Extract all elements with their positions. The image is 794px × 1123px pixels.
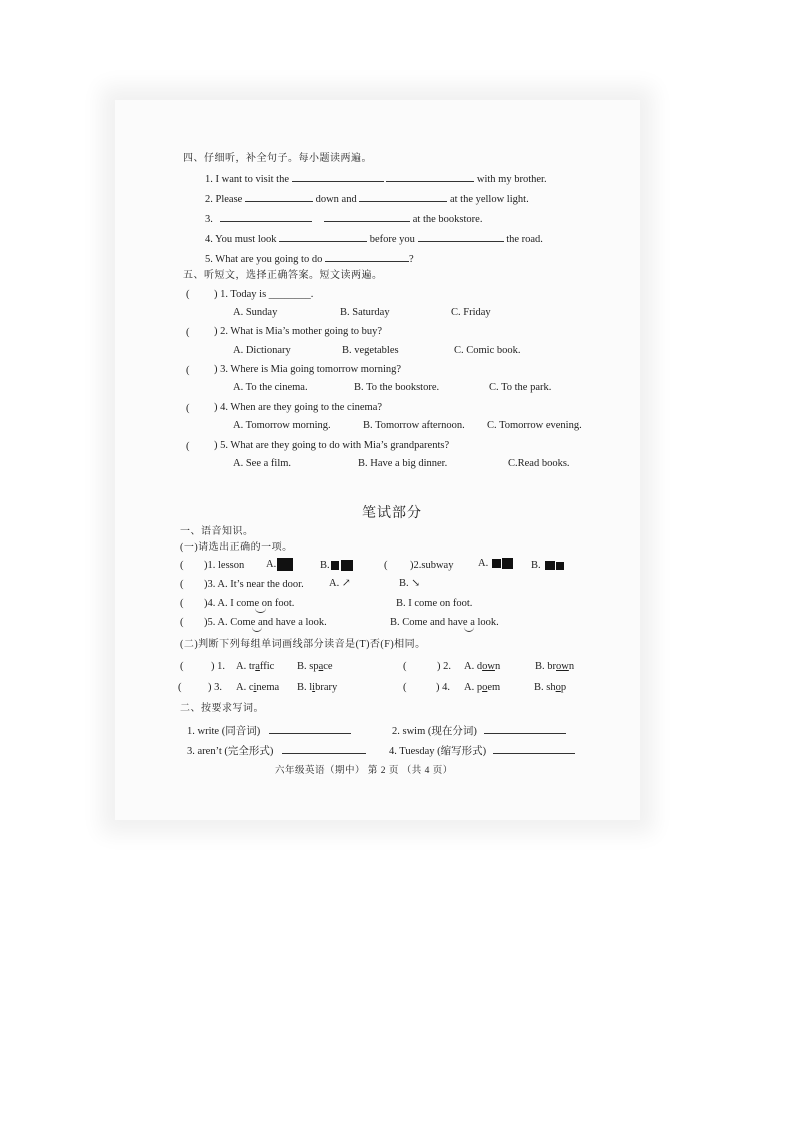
page-footer: 六年级英语（期中） 第 2 页 （共 4 页）	[275, 766, 453, 776]
phonics-q1: )1. lesson	[204, 560, 245, 571]
section-1-title: 一、语音知识。	[180, 526, 254, 537]
option-a: A. See a film.	[233, 458, 292, 469]
section-5-title: 五、听短文，选择正确答案。短文读两遍。	[183, 270, 383, 281]
blank	[292, 172, 384, 182]
phonetic-block	[277, 558, 293, 571]
option-a: A. Sunday	[233, 307, 278, 318]
answer-paren: (	[186, 365, 190, 376]
word-task-4: 4. Tuesday (缩写形式)	[389, 744, 575, 758]
answer-paren: (	[403, 682, 407, 693]
judge-q2-a: A. down	[464, 661, 501, 672]
option-a: A. Tomorrow morning.	[233, 420, 331, 431]
judge-q4-b: B. shop	[534, 682, 567, 693]
option-b: B. Tomorrow afternoon.	[363, 420, 465, 431]
answer-paren: (	[180, 617, 184, 628]
phonics-q1-b: B.	[320, 560, 353, 572]
answer-paren: (	[403, 661, 407, 672]
judge-q3-a: A. cinema	[236, 682, 280, 693]
section-2-title: 二、按要求写词。	[180, 703, 264, 714]
blank	[245, 192, 313, 202]
phonics-q4-b: B. I come on foot.	[396, 598, 473, 609]
question-1: ) 1. Today is ________.	[214, 289, 314, 300]
phonics-q1-a: A.	[266, 558, 293, 571]
answer-paren: (	[186, 289, 190, 300]
option-b: B. vegetables	[342, 345, 399, 356]
blank	[386, 172, 474, 182]
option-a: A. To the cinema.	[233, 382, 308, 393]
subsection-2-title: (二)判断下列每组单词画线部分读音是(T)否(F)相同。	[180, 639, 426, 650]
judge-q2: ) 2.	[437, 661, 451, 672]
phonics-q4-a: )4. A. I come on foot.	[204, 598, 295, 609]
phonetic-block	[341, 560, 353, 571]
judge-q2-b: B. brown	[535, 661, 575, 672]
sentence-2: 2. Please down and at the yellow light.	[205, 194, 529, 205]
question-5: ) 5. What are they going to do with Mia’s grandparents?	[214, 440, 450, 451]
blank	[279, 232, 367, 242]
option-c: C. To the park.	[489, 382, 552, 393]
phonics-q2-a: A.	[478, 558, 513, 570]
subsection-1-title: (一)请选出正确的一项。	[180, 542, 293, 553]
sentence-5: 5. What are you going to do ?	[205, 254, 414, 265]
answer-paren: (	[384, 560, 388, 571]
blank	[359, 192, 447, 202]
blank	[325, 252, 409, 262]
answer-paren: (	[178, 682, 182, 693]
judge-q1-b: B. space	[297, 661, 333, 672]
answer-paren: (	[186, 327, 190, 338]
blank	[493, 744, 575, 754]
intonation-falling: B. ↘	[399, 578, 421, 589]
judge-q3-b: B. library	[297, 682, 338, 693]
option-c: C. Tomorrow evening.	[487, 420, 582, 431]
option-b: B. To the bookstore.	[354, 382, 440, 393]
judge-q4: ) 4.	[436, 682, 450, 693]
answer-paren: (	[180, 579, 184, 590]
answer-paren: (	[180, 560, 184, 571]
blank	[282, 744, 366, 754]
phonics-q5-a: )5. A. Come and have a look.	[204, 617, 327, 628]
sentence-1: 1. I want to visit the with my brother.	[205, 174, 547, 185]
answer-paren: (	[186, 403, 190, 414]
judge-q1: ) 1.	[211, 661, 225, 672]
option-c: C. Comic book.	[454, 345, 521, 356]
sentence-3: 3. at the bookstore.	[205, 214, 483, 225]
blank	[269, 724, 351, 734]
phonics-q2-b: B.	[531, 560, 564, 572]
phonetic-block	[492, 559, 501, 568]
answer-paren: (	[186, 441, 190, 452]
blank	[324, 212, 410, 222]
sentence-4: 4. You must look before you the road.	[205, 234, 543, 245]
phonetic-block	[331, 561, 339, 570]
phonetic-block	[545, 561, 555, 570]
option-a: A. Dictionary	[233, 345, 291, 356]
phonetic-block	[502, 558, 513, 569]
section-4-title: 四、仔细听，补全句子。每小题读两遍。	[183, 153, 372, 164]
judge-q1-a: A. traffic	[236, 661, 275, 672]
option-c: C. Friday	[451, 307, 491, 318]
intonation-rising: A. ↗	[329, 578, 351, 589]
phonics-q3: )3. A. It’s near the door.	[204, 579, 304, 590]
word-task-3: 3. aren’t (完全形式)	[187, 744, 366, 758]
phonetic-block	[556, 562, 564, 570]
option-b: B. Have a big dinner.	[358, 458, 448, 469]
blank	[418, 232, 504, 242]
phonics-q2: )2.subway	[410, 560, 454, 571]
question-4: ) 4. When are they going to the cinema?	[214, 402, 383, 413]
word-task-1: 1. write (同音词)	[187, 724, 351, 738]
option-c: C.Read books.	[508, 458, 570, 469]
question-3: ) 3. Where is Mia going tomorrow morning?	[214, 364, 402, 375]
answer-paren: (	[180, 661, 184, 672]
option-b: B. Saturday	[340, 307, 390, 318]
judge-q4-a: A. poem	[464, 682, 501, 693]
answer-paren: (	[180, 598, 184, 609]
phonics-q5-b: B. Come and have a look.	[390, 617, 499, 628]
question-2: ) 2. What is Mia’s mother going to buy?	[214, 326, 383, 337]
written-part-title: 笔试部分	[362, 505, 422, 521]
judge-q3: ) 3.	[208, 682, 222, 693]
blank	[484, 724, 566, 734]
word-task-2: 2. swim (现在分词)	[392, 724, 566, 738]
blank	[220, 212, 312, 222]
